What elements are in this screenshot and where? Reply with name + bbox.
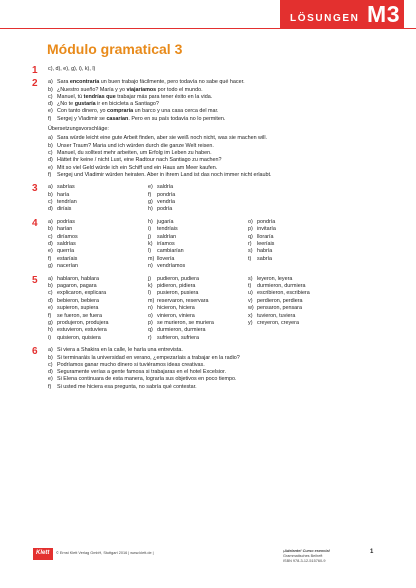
answer-text: iríamos <box>157 241 175 247</box>
answer-line <box>48 108 416 115</box>
sentence-text: Seguramente verías a gente famosa si trabajaras en el hotel Excelsior. <box>57 369 226 376</box>
answer-line <box>48 347 416 354</box>
answer-text: se fueron, se fuera <box>57 312 102 319</box>
answer-cell <box>148 234 248 241</box>
answer-cell <box>248 226 348 233</box>
sentence-text: Si viera a Shakira en la calle, le haría una entrevista. <box>57 347 183 354</box>
page-footer <box>0 546 416 576</box>
item-letter: d) <box>48 369 53 376</box>
answer-text: hicieron, hiciera <box>157 305 195 312</box>
answer-text: tendrían <box>57 198 77 205</box>
answer-cell <box>48 184 148 191</box>
item-letter: c) <box>48 93 53 100</box>
exercise-2 <box>0 79 416 179</box>
sentence-start: Manuel, tú <box>57 93 84 100</box>
item-letter: b) <box>48 354 53 361</box>
copyright-text: © Ernst Klett Verlag GmbH, Stuttgart 2016 | www.klett.de | <box>56 551 154 555</box>
answer-cell <box>48 248 148 255</box>
item-letter: d) <box>48 206 53 213</box>
answer-text: cambiarían <box>157 248 184 255</box>
answer-cell <box>248 313 348 320</box>
answer-cell <box>248 327 348 334</box>
item-letter: g) <box>148 198 153 205</box>
item-letter: t) <box>248 283 252 290</box>
exercise-number: 3 <box>32 183 38 195</box>
exercise-6 <box>0 347 416 391</box>
item-letter: f) <box>48 255 52 262</box>
answer-cell <box>148 320 248 327</box>
answer-cell <box>148 226 248 233</box>
book-title: ¡Adelante! Curso esencial <box>283 549 330 553</box>
book-info <box>283 549 330 564</box>
item-letter: s) <box>248 248 253 255</box>
answer-cell <box>48 256 148 263</box>
sentence-start: ¿Nuestro sueño? María y yo <box>57 86 127 93</box>
item-letter: o) <box>248 218 253 225</box>
answer-cell <box>148 283 248 290</box>
answer-text: quisieron, quisiera <box>57 334 101 341</box>
item-letter: g) <box>48 320 53 327</box>
item-letter: f) <box>48 312 52 319</box>
item-letter: r) <box>248 241 252 247</box>
answer-text: sufrieron, sufriera <box>157 334 199 341</box>
item-letter: c) <box>48 290 53 297</box>
item-letter: j) <box>148 233 151 240</box>
answer-cell <box>48 276 148 283</box>
answer-line <box>48 384 416 391</box>
answer-text: estuvieron, estuviera <box>57 327 107 334</box>
answer-text: podrías <box>57 218 75 225</box>
answer-text: supieron, supiera <box>57 305 99 312</box>
translation-text: Mit so viel Geld würde ich ein Schiff und ein Haus am Meer kaufen. <box>57 164 218 171</box>
answer-cell <box>148 184 248 191</box>
exercise-number: 2 <box>32 78 38 90</box>
item-letter: b) <box>48 191 53 198</box>
translation-text: Sergej und Vladimir würden heiraten. Aber in ihrem Land ist das noch immer nicht erlaubt. <box>57 171 272 178</box>
item-letter: b) <box>48 283 53 290</box>
item-letter: f) <box>148 191 152 198</box>
answer-line <box>48 87 416 94</box>
answer-text: sabrías <box>57 184 75 191</box>
answer-cell <box>148 276 248 283</box>
item-letter: k) <box>148 241 153 247</box>
item-letter: m) <box>148 255 155 262</box>
sentence-text: Si Elena continuara de esta manera, lograría sus objetivos en poco tiempo. <box>57 376 237 383</box>
item-letter: e) <box>48 376 53 383</box>
page-number: 1 <box>370 549 374 555</box>
answer-text: vendríamos <box>157 263 186 270</box>
answer-text: leyeron, leyera <box>257 275 293 282</box>
item-letter: n) <box>148 263 153 270</box>
translation-text: Sara würde leicht eine gute Arbeit finden, aber sie weiß noch nicht, was sie machen will. <box>57 135 268 142</box>
solutions-content <box>0 66 416 396</box>
highlighted-verb: viajaríamos <box>126 86 157 93</box>
item-letter: i) <box>48 334 51 341</box>
answer-cell <box>48 305 148 312</box>
answer-text: pondría <box>257 218 276 225</box>
answer-cell <box>48 192 148 199</box>
answer-cell <box>148 298 248 305</box>
exercise-4 <box>0 219 416 271</box>
item-letter: j) <box>148 275 151 282</box>
answer-cell <box>148 192 248 199</box>
sentence-text: Podríamos ganar mucho dinero si tuviéramos ideas creativas. <box>57 361 205 368</box>
answer-line <box>48 116 416 123</box>
answer-cell <box>248 219 348 226</box>
item-letter: b) <box>48 86 53 93</box>
translation-text: Unser Traum? Maria und ich würden durch die ganze Welt reisen. <box>57 142 214 149</box>
answer-cell <box>148 305 248 312</box>
answer-text: vinieron, viniera <box>157 312 195 319</box>
answer-line <box>48 101 416 108</box>
exercise-3 <box>0 184 416 214</box>
translation-line <box>48 143 416 150</box>
answer-cell <box>148 335 248 342</box>
item-letter: e) <box>48 305 53 312</box>
item-letter: c) <box>48 149 53 156</box>
answer-cell <box>148 248 248 255</box>
answer-line <box>48 79 416 86</box>
answer-text: lloraría <box>257 233 274 240</box>
answer-cell <box>148 206 248 213</box>
sentence-end: . Pero en su país todavía no lo permiten. <box>128 115 226 122</box>
answer-cell <box>48 241 148 248</box>
item-letter: i) <box>148 226 151 233</box>
translation-subheading: Übersetzungsvorschläge: <box>48 126 109 133</box>
item-letter: o) <box>148 312 153 319</box>
highlighted-verb: casarían <box>106 115 129 122</box>
item-letter: d) <box>48 297 53 304</box>
item-letter: d) <box>48 157 53 164</box>
translation-line <box>48 135 416 142</box>
section-tab <box>280 0 404 29</box>
answer-text: pondría <box>157 191 176 198</box>
item-letter: a) <box>48 135 53 142</box>
answer-cell <box>148 313 248 320</box>
sentence-start: ¿No te <box>57 101 75 108</box>
sentence-start: Con tanto dinero, yo <box>57 108 108 115</box>
page-title: Módulo gramatical 3 <box>47 41 183 57</box>
answer-text: explicaron, explicara <box>57 290 107 297</box>
answer-text: nacerían <box>57 263 78 270</box>
item-letter: d) <box>48 241 53 247</box>
highlighted-verb: gustaría <box>74 101 96 108</box>
answer-cell <box>148 290 248 297</box>
klett-logo <box>33 548 53 560</box>
item-letter: h) <box>148 218 153 225</box>
sentence-end: un barco y una casa cerca del mar. <box>133 108 219 115</box>
answer-text: perdieron, perdiera <box>257 297 303 304</box>
item-letter: e) <box>148 184 153 191</box>
item-letter: a) <box>48 184 53 191</box>
sentence-end: un buen trabajo fácilmente, pero todavía no sabe qué hacer. <box>99 79 245 86</box>
answer-text: leeríais <box>257 241 275 247</box>
answer-text: pidieron, pidiera <box>157 283 196 290</box>
item-letter: b) <box>48 226 53 233</box>
item-letter: s) <box>248 275 253 282</box>
item-letter: f) <box>48 383 52 390</box>
answer-text: querría <box>57 248 75 255</box>
item-letter: t) <box>248 255 252 262</box>
answer-cell <box>248 320 348 327</box>
exercise-1 <box>0 65 416 76</box>
item-letter: p) <box>248 226 253 233</box>
answer-text: jugaría <box>157 218 174 225</box>
answer-cell <box>48 219 148 226</box>
answer-cell <box>248 241 348 248</box>
logo-text: Klett <box>36 550 50 556</box>
module-code: M3 <box>367 1 400 27</box>
item-letter: c) <box>48 361 53 368</box>
exercise-1-answer: c), d), e), g), i), k), l) <box>48 66 96 72</box>
section-label: LÖSUNGEN <box>290 13 360 24</box>
answer-cell <box>248 263 348 270</box>
answer-text: diríamos <box>57 233 78 240</box>
sentence-text: Si usted me hiciera esa pregunta, no sabría qué contestar. <box>57 383 197 390</box>
item-letter: r) <box>148 334 152 341</box>
answer-text: vendría <box>157 198 175 205</box>
sentence-end: por todo el mundo. <box>156 86 203 93</box>
answer-text: diríais <box>57 206 72 213</box>
answer-text: pusieron, pusiera <box>157 290 199 297</box>
answer-cell <box>48 290 148 297</box>
item-letter: e) <box>48 248 53 255</box>
answer-text: habría <box>257 248 273 255</box>
item-letter: y) <box>248 320 253 327</box>
item-letter: a) <box>48 79 53 86</box>
answer-cell <box>248 283 348 290</box>
answer-cell <box>148 199 248 206</box>
translation-line <box>48 157 416 164</box>
answer-text: tuvieron, tuviera <box>257 312 296 319</box>
answer-text: bebieron, bebiera <box>57 297 99 304</box>
answer-text: se murieron, se muriera <box>157 320 214 327</box>
item-letter: a) <box>48 275 53 282</box>
answer-text: saldría <box>157 184 174 191</box>
item-letter: b) <box>48 142 53 149</box>
answer-cell <box>248 256 348 263</box>
exercise-number: 5 <box>32 274 38 286</box>
answer-cell <box>248 290 348 297</box>
item-letter: h) <box>148 206 153 213</box>
answer-text: pensaron, pensara <box>257 305 302 312</box>
item-letter: n) <box>148 305 153 312</box>
answer-text: reservaron, reservara <box>157 297 209 304</box>
item-letter: a) <box>48 218 53 225</box>
answer-text: haría <box>57 191 70 198</box>
sentence-text: Si terminaráis la universidad en verano, ¿empezaríais a trabajar en la radio? <box>57 354 240 361</box>
answer-cell <box>48 320 148 327</box>
answer-cell <box>148 219 248 226</box>
exercise-5 <box>0 276 416 343</box>
item-letter: e) <box>48 108 53 115</box>
item-letter: q) <box>248 233 253 240</box>
answer-text: pagaron, pagara <box>57 283 97 290</box>
sentence-start: Sara <box>57 79 70 86</box>
answer-text: tendríais <box>157 226 178 233</box>
answer-cell <box>48 298 148 305</box>
answer-cell <box>248 298 348 305</box>
translation-line <box>48 165 416 172</box>
exercise-number: 6 <box>32 346 38 358</box>
item-letter: d) <box>48 101 53 108</box>
highlighted-verb: encontraría <box>69 79 100 86</box>
item-letter: m) <box>148 297 155 304</box>
highlighted-verb: compraría <box>107 108 134 115</box>
item-letter: a) <box>48 347 53 354</box>
answer-cell <box>48 263 148 270</box>
item-letter: k) <box>148 283 153 290</box>
answer-text: durmieron, durmiera <box>257 283 306 290</box>
item-letter: u) <box>248 290 253 297</box>
answer-line <box>48 355 416 362</box>
translation-text: Manuel, du solltest mehr arbeiten, um Erfolg im Leben zu haben. <box>57 149 212 156</box>
answer-cell <box>248 248 348 255</box>
exercise-number: 1 <box>32 65 38 76</box>
answer-text: llovería <box>157 255 175 262</box>
answer-text: escribieron, escribiera <box>257 290 310 297</box>
answer-text: creyeron, creyera <box>257 320 299 327</box>
page-header <box>0 0 416 36</box>
book-subtitle: Grammatisches Beiheft <box>283 554 323 558</box>
exercise-number: 4 <box>32 217 38 229</box>
answer-cell <box>248 305 348 312</box>
answer-text: estaríais <box>57 255 78 262</box>
answer-line <box>48 362 416 369</box>
item-letter: l) <box>148 248 151 255</box>
answer-text: podría <box>157 206 173 213</box>
answer-cell <box>148 263 248 270</box>
answer-line <box>48 369 416 376</box>
translation-text: Hättet ihr keine / nicht Lust, eine Radtour nach Santiago zu machen? <box>57 157 222 164</box>
answer-cell <box>48 226 148 233</box>
item-letter: x) <box>248 312 253 319</box>
answer-cell <box>148 327 248 334</box>
answer-text: saldrías <box>57 241 76 247</box>
item-letter: l) <box>148 290 151 297</box>
answer-line <box>48 94 416 101</box>
answer-text: sabría <box>257 255 272 262</box>
sentence-end: ir en bicicleta a Santiago? <box>95 101 159 108</box>
answer-cell <box>48 206 148 213</box>
item-letter: f) <box>48 115 52 122</box>
highlighted-verb: tendrías que <box>83 93 116 100</box>
answer-cell <box>48 335 148 342</box>
sentence-start: Sergej y Vladimir se <box>57 115 107 122</box>
answer-cell <box>148 241 248 248</box>
item-letter: w) <box>248 305 254 312</box>
isbn: ISBN 978-3-12-515760-9 <box>283 559 326 563</box>
answer-text: produjeron, produjera <box>57 320 109 327</box>
answer-line <box>48 376 416 383</box>
sentence-end: trabajar más para tener éxito en la vida. <box>115 93 213 100</box>
item-letter: g) <box>48 263 53 270</box>
translation-line <box>48 150 416 157</box>
answer-text: pudieron, pudiera <box>157 275 199 282</box>
answer-cell <box>48 313 148 320</box>
item-letter: c) <box>48 233 53 240</box>
answer-text: invitaría <box>257 226 276 233</box>
translation-line <box>48 172 416 179</box>
answer-cell <box>248 335 348 342</box>
item-letter: c) <box>48 198 53 205</box>
answer-cell <box>248 276 348 283</box>
item-letter: e) <box>48 164 53 171</box>
item-letter: q) <box>148 327 153 334</box>
answer-text: durmieron, durmiera <box>157 327 206 334</box>
answer-text: hablaron, hablara <box>57 275 99 282</box>
item-letter: v) <box>248 297 253 304</box>
answer-cell <box>48 234 148 241</box>
item-letter: p) <box>148 320 153 327</box>
answer-text: saldrían <box>157 233 177 240</box>
answer-cell <box>248 234 348 241</box>
item-letter: h) <box>48 327 53 334</box>
answer-cell <box>148 256 248 263</box>
item-letter: f) <box>48 171 52 178</box>
answer-cell <box>48 327 148 334</box>
answer-cell <box>48 199 148 206</box>
answer-cell <box>48 283 148 290</box>
answer-text: harían <box>57 226 73 233</box>
